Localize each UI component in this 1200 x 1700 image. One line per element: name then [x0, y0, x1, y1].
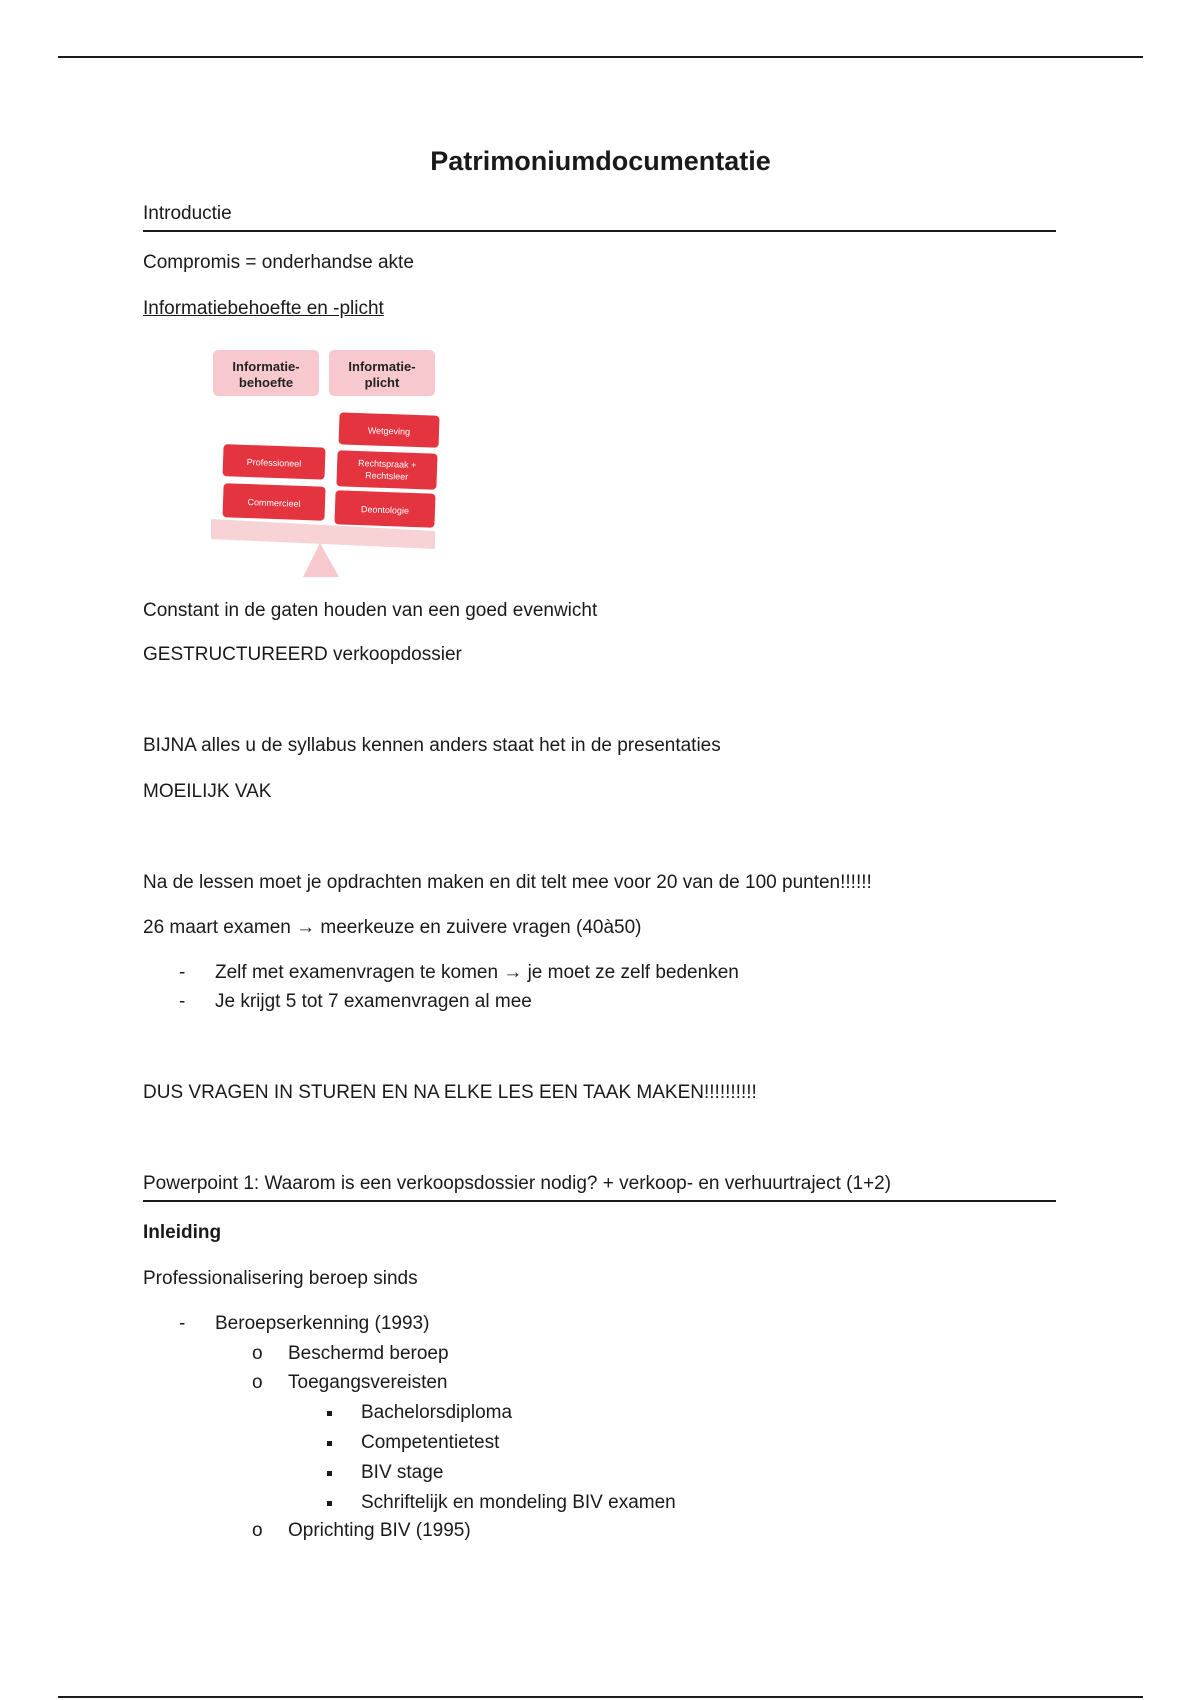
section-heading-introductie: Introductie [143, 203, 232, 224]
dash-bullet: - [179, 991, 186, 1012]
page-title: Patrimoniumdocumentatie [430, 146, 771, 176]
paragraph-opdrachten: Na de lessen moet je opdrachten maken en dit telt mee voor 20 van de 100 punten!!!!!! [143, 872, 872, 893]
paragraph-moeilijk: MOEILIJK VAK [143, 781, 272, 802]
subheading-informatie: Informatiebehoefte en -plicht [143, 298, 384, 319]
header-plicht-line1: Informatie- [348, 359, 416, 374]
list-item: Zelf met examenvragen te komen → je moet ze zelf bedenken [215, 962, 739, 983]
block-deontologie-label: Deontologie [360, 504, 410, 516]
block-professioneel-label: Professioneel [246, 456, 302, 469]
square-bullet [327, 1411, 332, 1416]
list-item-level1: Beroepserkenning (1993) [215, 1313, 430, 1334]
paragraph-evenwicht: Constant in de gaten houden van een goed evenwicht [143, 600, 598, 621]
paragraph-dus: DUS VRAGEN IN STUREN EN NA ELKE LES EEN TAAK MAKEN!!!!!!!!!! [143, 1082, 757, 1103]
section-heading-powerpoint1: Powerpoint 1: Waarom is een verkoopsdossier nodig? + verkoop- en verhuurtraject (1+2) [143, 1173, 892, 1194]
dash-bullet: - [179, 962, 186, 983]
dash-bullet: - [179, 1313, 186, 1334]
header-plicht-line2: plicht [364, 375, 400, 390]
circle-bullet: o [252, 1343, 263, 1364]
section-heading-rule [143, 230, 1056, 232]
balance-diagram [203, 345, 443, 580]
block-rechtspraak [336, 450, 437, 489]
circle-bullet: o [252, 1520, 263, 1541]
header-behoefte-line1: Informatie- [232, 359, 300, 374]
top-rule [58, 56, 1143, 58]
square-bullet [327, 1441, 332, 1446]
list-item-level3: Schriftelijk en mondeling BIV examen [361, 1492, 676, 1513]
block-rechtspraak-label2: Rechtsleer [365, 470, 409, 482]
balance-fulcrum [303, 543, 339, 577]
square-bullet [327, 1501, 332, 1506]
paragraph-professionalisering: Professionalisering beroep sinds [143, 1268, 418, 1289]
block-rechtspraak-label1: Rechtspraak + [357, 457, 417, 471]
list-item-level3: BIV stage [361, 1462, 444, 1483]
section-heading-rule [143, 1200, 1056, 1202]
paragraph-examen: 26 maart examen → meerkeuze en zuivere vragen (40à50) [143, 917, 642, 938]
circle-bullet: o [252, 1372, 263, 1393]
paragraph-verkoopdossier: GESTRUCTUREERD verkoopdossier [143, 644, 462, 665]
block-commercieel-label: Commercieel [247, 497, 301, 509]
list-item-level3: Bachelorsdiploma [361, 1402, 513, 1423]
list-item: Je krijgt 5 tot 7 examenvragen al mee [215, 991, 532, 1012]
paragraph-compromis: Compromis = onderhandse akte [143, 252, 414, 273]
heading-inleiding: Inleiding [143, 1222, 222, 1243]
list-item-level3: Competentietest [361, 1432, 500, 1453]
square-bullet [327, 1471, 332, 1476]
list-item-level2: Oprichting BIV (1995) [288, 1520, 471, 1541]
list-item-level2: Beschermd beroep [288, 1343, 449, 1364]
block-wetgeving-label: Wetgeving [367, 425, 411, 437]
paragraph-syllabus: BIJNA alles u de syllabus kennen anders staat het in de presentaties [143, 735, 721, 756]
bottom-rule [58, 1696, 1143, 1698]
header-behoefte-line2: behoefte [238, 375, 294, 390]
list-item-level2: Toegangsvereisten [288, 1372, 448, 1393]
